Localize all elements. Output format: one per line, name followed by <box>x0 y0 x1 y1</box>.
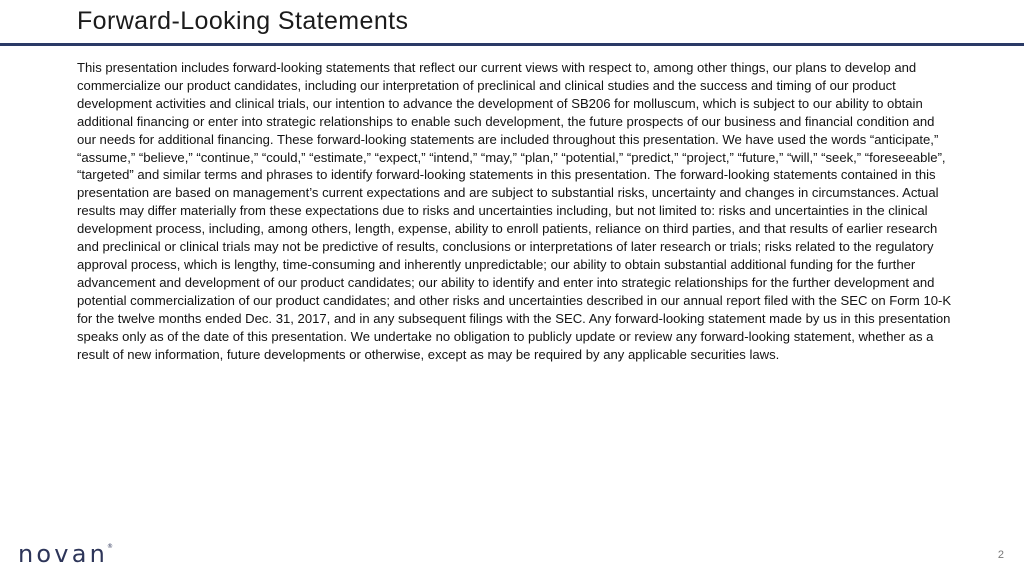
slide-title: Forward-Looking Statements <box>77 7 409 35</box>
page-number: 2 <box>997 549 1004 561</box>
company-logo <box>18 540 113 568</box>
registered-mark: ® <box>107 543 114 550</box>
logo-wordmark: novan <box>18 540 109 568</box>
disclaimer-paragraph: This presentation includes forward-looking statements that reflect our current views with respect to, among other things, our plans to develop and commercialize our product candidates, including our interpretation of preclinical and clinical studies and the success and timing of our product development activities and clinical trials, our intention to advance the development of SB206 for molluscum, which is subject to our ability to obtain additional financing or enter into strategic relationships to enable such development, the future prospects of our business and financial condition and our needs for additional financing. These forward-looking statements are included throughout this presentation. We have used the words “anticipate,” “assume,” “believe,” “continue,” “could,” “estimate,” “expect,” “intend,” “may,” “plan,” “potential,” “predict,” “project,” “future,” “will,” “seek,” “foreseeable”, “targeted” and similar terms and phrases to identify forward-looking statements in this presentation. The forward-looking statements contained in this presentation are based on management’s current expectations and are subject to substantial risks, uncertainty and changes in circumstances. Actual results may differ materially from these expectations due to risks and uncertainties including, but not limited to: risks and uncertainties in the clinical development process, including, among others, length, expense, ability to enroll patients, reliance on third parties, and that results of earlier research and preclinical or clinical trials may not be predictive of results, conclusions or interpretations of later research or trials; risks related to the regulatory approval process, which is lengthy, time-consuming and inherently unpredictable; our ability to obtain substantial additional funding for the further advancement and development of our product candidates; our ability to identify and enter into strategic relationships for the further development and potential commercialization of our product candidates; and other risks and uncertainties described in our annual report filed with the SEC on Form 10-K for the twelve months ended Dec. 31, 2017, and in any subsequent filings with the SEC. Any forward-looking statement made by us in this presentation speaks only as of the date of this presentation. We undertake no obligation to publicly update or review any forward-looking statement, whether as a result of new information, future developments or otherwise, except as may be required by any applicable securities laws. <box>77 60 952 362</box>
title-divider <box>0 43 1024 46</box>
